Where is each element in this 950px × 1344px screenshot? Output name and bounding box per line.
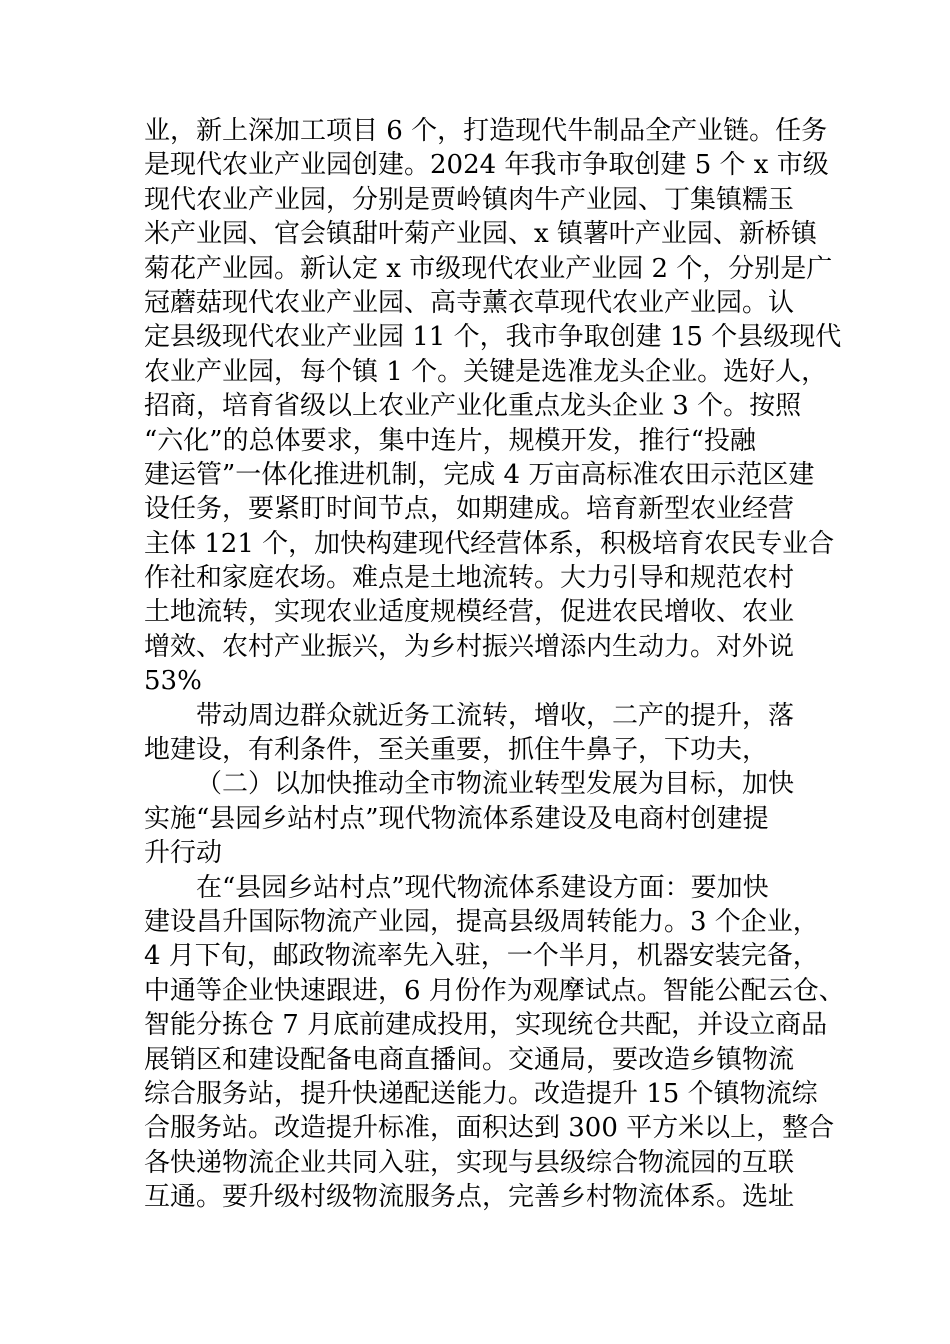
text-line: 米产业园、官会镇甜叶菊产业园、x 镇薯叶产业园、新桥镇 — [144, 219, 817, 250]
text-line: 互通。要升级村级物流服务点，完善乡村物流体系。选址 — [144, 1182, 795, 1213]
text-line: 土地流转，实现农业适度规模经营，促进农民增收、农业 — [144, 597, 795, 628]
section-heading-line: （二）以加快推动全市物流业转型发展为目标，加快 — [196, 769, 795, 800]
text-line: 设任务，要紧盯时间节点，如期建成。培育新型农业经营 — [144, 494, 795, 525]
section-heading-line: 实施“县园乡站村点”现代物流体系建设及电商村创建提 — [144, 803, 769, 834]
text-line: 冠蘑菇现代农业产业园、高寺薰衣草现代农业产业园。认 — [144, 287, 795, 318]
text-line: 各快递物流企业共同入驻，实现与县级综合物流园的互联 — [144, 1147, 795, 1178]
text-line: 中通等企业快速跟进，6 月份作为观摩试点。智能公配云仓、 — [144, 975, 845, 1006]
text-line: 作社和家庭农场。难点是土地流转。大力引导和规范农村 — [144, 563, 795, 594]
text-line: 农业产业园，每个镇 1 个。关键是选准龙头企业。选好人， — [144, 356, 828, 387]
text-line: 定县级现代农业产业园 11 个，我市争取创建 15 个县级现代 — [144, 322, 842, 353]
text-line: “六化”的总体要求，集中连片，规模开发，推行“投融 — [144, 425, 756, 456]
body-text — [144, 114, 845, 1215]
text-line: 智能分拣仓 7 月底前建成投用，实现统仓共配，并设立商品 — [144, 1010, 828, 1041]
text-line: 53% — [144, 666, 202, 697]
paragraph-start-line: 在“县园乡站村点”现代物流体系建设方面：要加快 — [196, 872, 769, 903]
section-heading-line: 升行动 — [144, 838, 223, 869]
text-line: 业，新上深加工项目 6 个，打造现代牛制品全产业链。任务 — [144, 116, 828, 146]
text-line: 展销区和建设配备电商直播间。交通局，要改造乡镇物流 — [144, 1044, 795, 1075]
text-line: 是现代农业产业园创建。2024 年我市争取创建 5 个 x 市级 — [144, 150, 829, 181]
text-line: 地建设，有利条件，至关重要，抓住牛鼻子，下功夫， — [144, 735, 769, 766]
text-line: 增效、农村产业振兴，为乡村振兴增添内生动力。对外说 — [144, 631, 795, 662]
paragraph-start-line: 带动周边群众就近务工流转，增收，二产的提升，落 — [196, 700, 795, 731]
text-line: 综合服务站，提升快递配送能力。改造提升 15 个镇物流综 — [144, 1078, 818, 1109]
text-line: 现代农业产业园，分别是贾岭镇肉牛产业园、丁集镇糯玉 — [144, 184, 795, 215]
text-line: 招商，培育省级以上农业产业化重点龙头企业 3 个。按照 — [144, 391, 802, 422]
text-line: 合服务站。改造提升标准，面积达到 300 平方米以上，整合 — [144, 1113, 835, 1144]
text-line: 建运管”一体化推进机制，完成 4 万亩高标准农田示范区建 — [144, 459, 815, 490]
text-line: 建设昌升国际物流产业园，提高县级周转能力。3 个企业， — [144, 906, 819, 937]
text-line: 菊花产业园。新认定 x 市级现代农业产业园 2 个，分别是广 — [144, 253, 833, 284]
text-line: 4 月下旬，邮政物流率先入驻，一个半月，机器安装完备， — [144, 941, 819, 972]
text-line: 主体 121 个，加快构建现代经营体系，积极培育农民专业合 — [144, 528, 835, 559]
